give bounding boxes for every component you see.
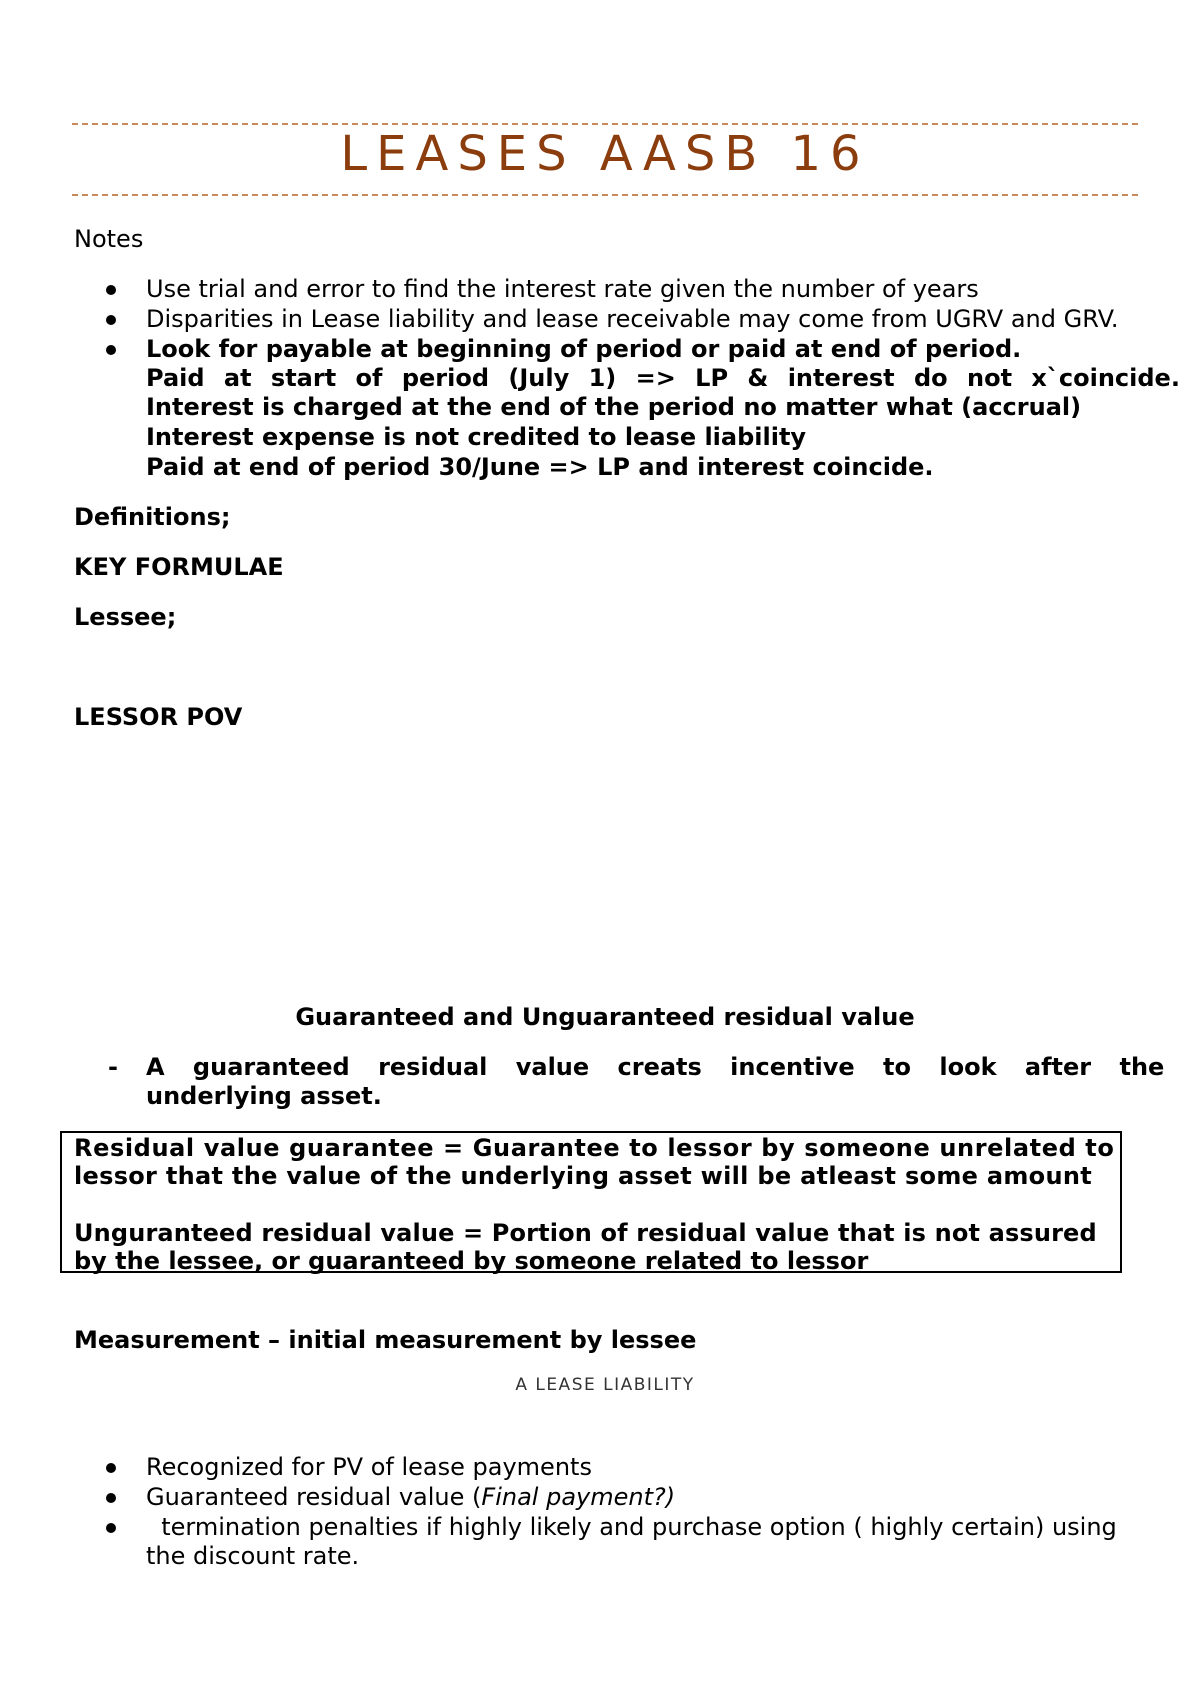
notes-bullet-2: Disparities in Lease liability and lease receivable may come from UGRV and GRV. — [146, 305, 1119, 333]
title-bottom-rule — [72, 194, 1138, 196]
box-line-4: by the lessee, or guaranteed by someone related to lessor — [74, 1247, 869, 1275]
residual-point-line-2: underlying asset. — [146, 1082, 382, 1110]
definitions-heading: Definitions; — [74, 503, 231, 531]
residual-dash: - — [108, 1053, 118, 1081]
notes-subline-4: Paid at end of period 30/June => LP and interest coincide. — [146, 453, 934, 481]
residual-heading: Guaranteed and Unguaranteed residual value — [295, 1003, 915, 1031]
bullet-icon — [106, 345, 116, 355]
box-line-2: lessor that the value of the underlying asset will be atleast some amount — [74, 1162, 1092, 1190]
measurement-bullet-2-text: Guaranteed residual value ( — [146, 1483, 482, 1511]
measurement-bullet-3-line-1: termination penalties if highly likely and purchase option ( highly certain) using — [146, 1513, 1117, 1541]
measurement-bullet-2-italic: Final payment?) — [481, 1483, 676, 1511]
measurement-bullet-1: Recognized for PV of lease payments — [146, 1453, 592, 1481]
measurement-heading: Measurement – initial measurement by lessee — [74, 1326, 697, 1354]
box-line-1: Residual value guarantee = Guarantee to lessor by someone unrelated to — [74, 1134, 1115, 1162]
lease-liability-label: A LEASE LIABILITY — [515, 1375, 695, 1395]
bullet-icon — [106, 285, 116, 295]
key-formulae-heading: KEY FORMULAE — [74, 553, 284, 581]
bullet-icon — [106, 1493, 116, 1503]
notes-subline-2: Interest is charged at the end of the period no matter what (accrual) — [146, 393, 1082, 421]
notes-bullet-3: Look for payable at beginning of period or paid at end of period. — [146, 335, 1022, 363]
bullet-icon — [106, 1463, 116, 1473]
notes-subline-1: Paid at start of period (July 1) => LP & interest do not x`coincide. — [146, 364, 1180, 392]
lessor-heading: LESSOR POV — [74, 703, 243, 731]
lessee-heading: Lessee; — [74, 603, 177, 631]
measurement-bullet-3-line-2: the discount rate. — [146, 1542, 360, 1570]
residual-point-line-1: A guaranteed residual value creats incentive to look after the — [146, 1053, 1165, 1081]
bullet-icon — [106, 315, 116, 325]
measurement-bullet-2 — [146, 1482, 675, 1512]
bullet-icon — [106, 1523, 116, 1533]
notes-heading: Notes — [74, 225, 144, 253]
page-title: LEASES AASB 16 — [340, 126, 870, 182]
notes-bullet-1: Use trial and error to find the interest rate given the number of years — [146, 275, 979, 303]
notes-subline-3: Interest expense is not credited to lease liability — [146, 423, 807, 451]
box-line-3: Unguranteed residual value = Portion of residual value that is not assured — [74, 1219, 1097, 1247]
